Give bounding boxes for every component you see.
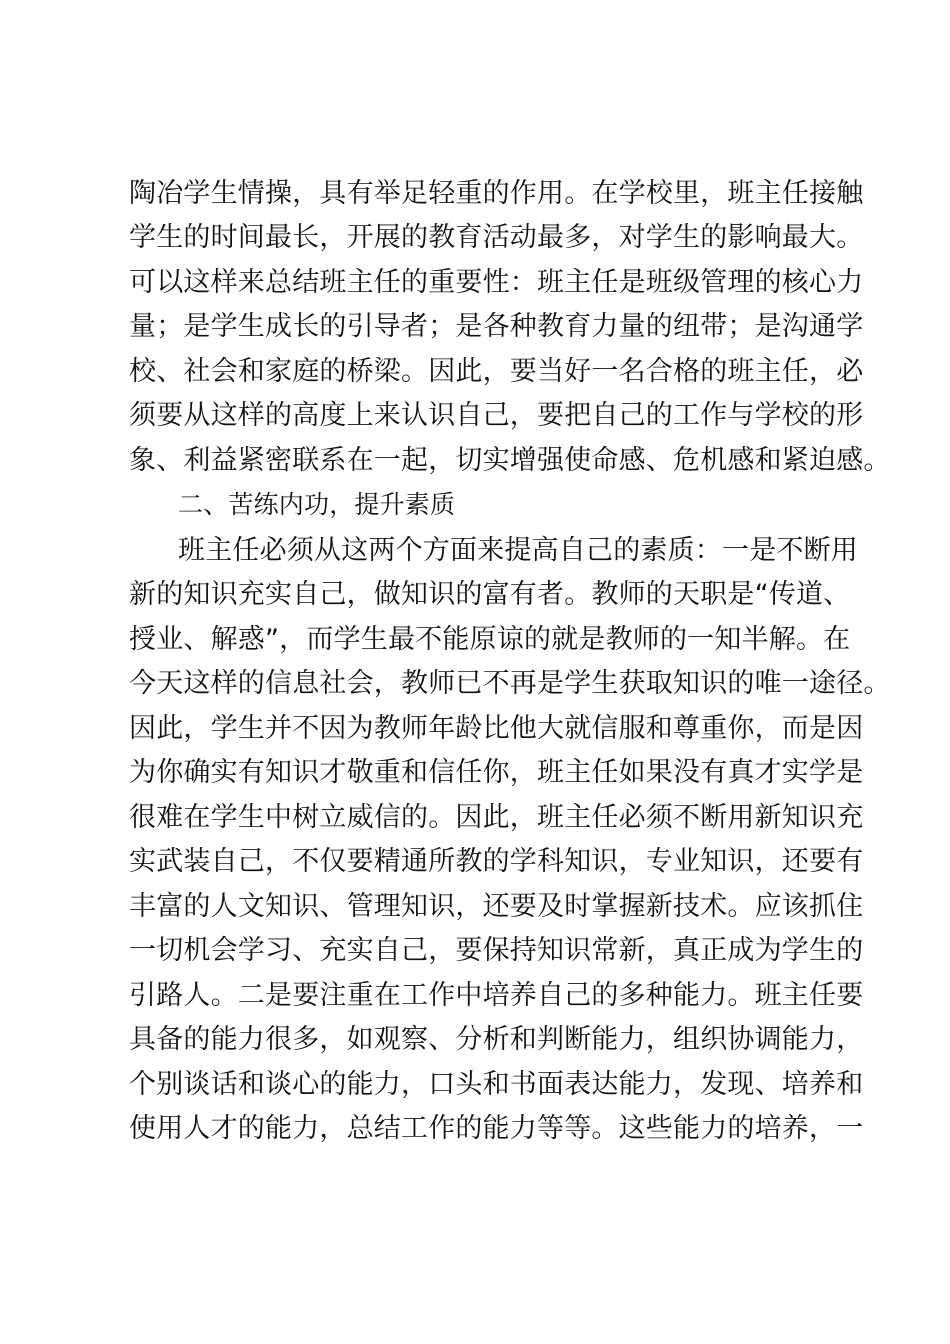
section-heading: 二、苦练内功，提升素质 <box>178 490 456 519</box>
body-text-line: 新的知识充实自己，做知识的富有者。教师的天职是“传道、 <box>129 579 851 610</box>
body-text-line: 学生的时间最长，开展的教育活动最多，对学生的影响最大。 <box>129 222 864 253</box>
body-text-line: 个别谈话和谈心的能力，口头和书面表达能力，发现、培养和 <box>129 1069 864 1100</box>
body-text-line: 引路人。二是要注重在工作中培养自己的多种能力。班主任要 <box>129 980 864 1011</box>
body-text-line: 陶冶学生情操，具有举足轻重的作用。在学校里，班主任接触 <box>129 178 864 209</box>
body-text-line: 象、利益紧密联系在一起，切实增强使命感、危机感和紧迫感。 <box>129 445 891 476</box>
body-text-line: 一切机会学习、充实自己，要保持知识常新，真正成为学生的 <box>129 935 864 966</box>
body-text-line: 实武装自己，不仅要精通所教的学科知识，专业知识，还要有 <box>129 846 864 877</box>
body-text-line: 可以这样来总结班主任的重要性：班主任是班级管理的核心力 <box>129 267 864 298</box>
body-text-line: 使用人才的能力，总结工作的能力等等。这些能力的培养，一 <box>129 1113 864 1144</box>
body-text-line: 具备的能力很多，如观察、分析和判断能力，组织协调能力， <box>129 1024 864 1055</box>
body-text-line: 因此，学生并不因为教师年龄比他大就信服和尊重你，而是因 <box>129 713 864 744</box>
body-text-line: 今天这样的信息社会，教师已不再是学生获取知识的唯一途径。 <box>129 668 891 699</box>
body-text-line: 量；是学生成长的引导者；是各种教育力量的纽带；是沟通学 <box>129 311 864 342</box>
body-text-line: 须要从这样的高度上来认识自己，要把自己的工作与学校的形 <box>129 400 864 431</box>
paragraph-first-line: 班主任必须从这两个方面来提高自己的素质：一是不断用 <box>178 535 858 566</box>
body-text-line: 丰富的人文知识、管理知识，还要及时掌握新技术。应该抓住 <box>129 891 864 922</box>
body-text-line: 授业、解惑”，而学生最不能原谅的就是教师的一知半解。在 <box>129 624 851 655</box>
body-text-line: 校、社会和家庭的桥梁。因此，要当好一名合格的班主任，必 <box>129 356 864 387</box>
body-text-line: 为你确实有知识才敬重和信任你，班主任如果没有真才实学是 <box>129 757 864 788</box>
body-text-line: 很难在学生中树立威信的。因此，班主任必须不断用新知识充 <box>129 802 864 833</box>
